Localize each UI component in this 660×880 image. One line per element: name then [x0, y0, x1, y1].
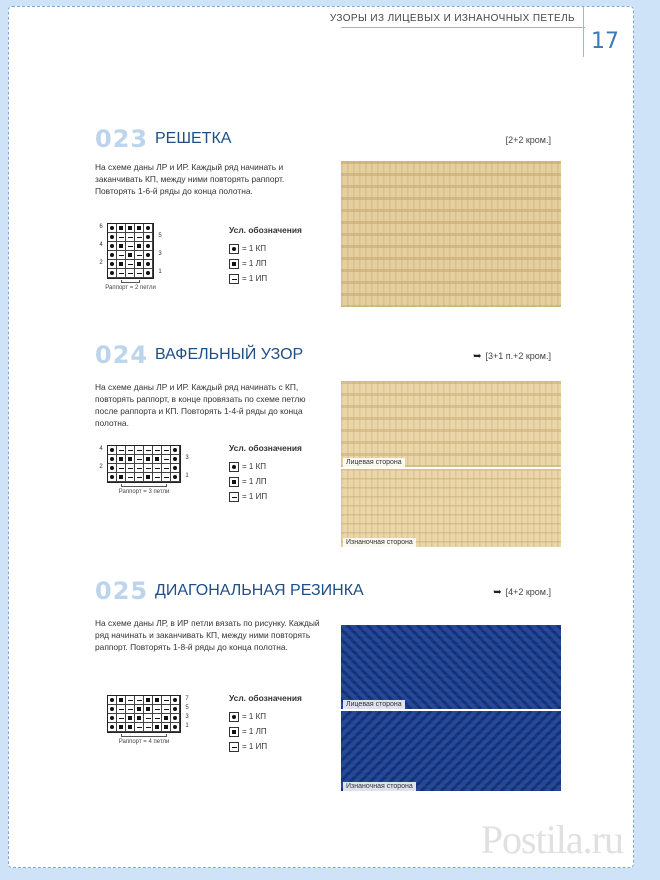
pattern-description: На схеме даны ЛР и ИР. Каждый ряд начинать и заканчивать КП, между ними повторять раппорт. Повторять 1-6-й ряды до конца полотна.	[95, 162, 285, 196]
chart-cell	[117, 705, 126, 714]
row-number-left: 4	[99, 446, 103, 452]
rapport-label: Раппорт = 2 петли	[105, 285, 156, 291]
chart-cell	[126, 251, 135, 260]
chart-cell	[117, 269, 126, 278]
chart-cell	[117, 242, 126, 251]
chart-cell	[171, 723, 180, 732]
chart-cell	[135, 224, 144, 233]
chart-cell	[117, 233, 126, 242]
chart-cell	[162, 723, 171, 732]
row-number-right: 3	[158, 251, 162, 257]
legend-title: Усл. обозначения	[229, 225, 302, 235]
chart-cell	[126, 473, 135, 482]
legend-text: = 1 ЛП	[242, 477, 267, 486]
row-number-left: 2	[99, 260, 103, 266]
chart-cell	[108, 260, 117, 269]
chart-cell	[144, 269, 153, 278]
legend-item	[229, 489, 302, 504]
pattern-description: На схеме даны ЛР и ИР. Каждый ряд начинать с КП, повторять раппорт, в конце провязать по схеме петлю после раппорта и КП. Повторять 1-4-й ряды до конца полотна.	[95, 382, 306, 428]
chart-cell	[135, 455, 144, 464]
photo-caption-front: Лицевая сторона	[343, 458, 405, 467]
legend-text: = 1 ЛП	[242, 727, 267, 736]
chart-cell	[162, 464, 171, 473]
pattern-section-024	[95, 341, 551, 547]
watermark-logo	[481, 816, 623, 863]
page-number: 17	[591, 29, 619, 54]
chart-cell	[117, 455, 126, 464]
legend-symbol	[229, 244, 239, 254]
chart-cell	[144, 473, 153, 482]
chart-cell	[117, 251, 126, 260]
chart-cell	[108, 242, 117, 251]
chart-cell	[117, 224, 126, 233]
book-page	[8, 6, 634, 868]
pattern-number: 024	[95, 341, 149, 369]
pattern-number: 023	[95, 125, 149, 153]
chart-cell	[126, 696, 135, 705]
legend-item	[229, 724, 302, 739]
photo-caption-back: Изнаночная сторона	[343, 538, 416, 547]
rapport-label: Раппорт = 4 петли	[118, 739, 170, 745]
legend-text: = 1 ИП	[242, 492, 268, 501]
chart-cell	[171, 455, 180, 464]
chart-cell	[117, 464, 126, 473]
chart-cell	[117, 723, 126, 732]
chart-cell	[153, 705, 162, 714]
chart-cell	[135, 251, 144, 260]
chart-cell	[153, 473, 162, 482]
legend-item	[229, 739, 302, 754]
chart-cell	[153, 714, 162, 723]
rapport-bracket	[121, 280, 140, 283]
chart-cell	[171, 473, 180, 482]
chart-cell	[126, 714, 135, 723]
chart-cell	[144, 233, 153, 242]
chart-cell	[126, 723, 135, 732]
legend-text: = 1 ИП	[242, 274, 268, 283]
chart-cell	[135, 696, 144, 705]
photo-caption-back: Изнаночная сторона	[343, 782, 416, 791]
chart-cell	[135, 242, 144, 251]
row-number-right: 5	[185, 705, 189, 711]
row-number-right: 3	[185, 714, 189, 720]
chart-cell	[126, 233, 135, 242]
legend-symbol	[229, 259, 239, 269]
chart-cell	[126, 705, 135, 714]
chart-grid	[107, 445, 181, 483]
chart-cell	[126, 464, 135, 473]
legend	[229, 443, 302, 504]
legend-symbol	[229, 742, 239, 752]
knit-texture-front	[341, 381, 561, 467]
legend-item	[229, 709, 302, 724]
photo-caption-front: Лицевая сторона	[343, 700, 405, 709]
legend	[229, 693, 302, 754]
chart-cell	[144, 464, 153, 473]
chart-cell	[162, 714, 171, 723]
chart-cell	[171, 446, 180, 455]
running-header: УЗОРЫ ИЗ ЛИЦЕВЫХ И ИЗНАНОЧНЫХ ПЕТЕЛЬ	[329, 13, 575, 24]
chart-cell	[144, 696, 153, 705]
chart-cell	[108, 251, 117, 260]
row-number-right: 3	[185, 455, 189, 461]
edge-stitches-text: [2+2 кром.]	[505, 135, 551, 145]
chart-cell	[117, 714, 126, 723]
chart-cell	[126, 260, 135, 269]
chart-cell	[144, 723, 153, 732]
edge-stitches-text: [4+2 кром.]	[505, 587, 551, 597]
legend-symbol	[229, 274, 239, 284]
chart-cell	[108, 464, 117, 473]
chart-cell	[144, 446, 153, 455]
legend-text: = 1 ИП	[242, 742, 268, 751]
pattern-title: РЕШЕТКА	[155, 130, 232, 147]
legend-text: = 1 КП	[242, 244, 266, 253]
chart-cell	[126, 446, 135, 455]
rapport-bracket	[121, 484, 167, 487]
chart-cell	[144, 705, 153, 714]
chart-cell	[126, 455, 135, 464]
legend-item	[229, 474, 302, 489]
chart-cell	[117, 446, 126, 455]
chart-cell	[153, 464, 162, 473]
edge-stitches	[493, 587, 551, 598]
chart-cell	[171, 714, 180, 723]
chart-cell	[108, 224, 117, 233]
header-rule	[341, 27, 585, 28]
pattern-title: ВАФЕЛЬНЫЙ УЗОР	[155, 346, 304, 363]
chart-cell	[135, 446, 144, 455]
pattern-description: На схеме даны ЛР, в ИР петли вязать по рисунку. Каждый ряд начинать и заканчивать КП, между ними повторять раппорт. Повторять 1-8-й ряды до конца полотна.	[95, 618, 320, 652]
chart-cell	[117, 473, 126, 482]
chart-cell	[108, 455, 117, 464]
chart-cell	[108, 696, 117, 705]
chart-cell	[144, 251, 153, 260]
chart-cell	[144, 714, 153, 723]
knit-texture-back	[341, 469, 561, 547]
chart-cell	[108, 723, 117, 732]
legend-symbol	[229, 492, 239, 502]
chart-cell	[135, 464, 144, 473]
chart-cell	[171, 705, 180, 714]
knit-photo-back	[341, 469, 561, 547]
legend-symbol	[229, 727, 239, 737]
legend-symbol	[229, 477, 239, 487]
section-header	[95, 577, 551, 607]
chart-cell	[153, 446, 162, 455]
chart-cell	[135, 260, 144, 269]
chart-cell	[126, 242, 135, 251]
chart-cell	[162, 705, 171, 714]
chart-cell	[162, 473, 171, 482]
chart-cell	[135, 473, 144, 482]
legend-item	[229, 256, 302, 271]
row-number-right: 1	[185, 723, 189, 729]
pattern-section-023	[95, 125, 551, 311]
chart-cell	[135, 233, 144, 242]
chart-cell	[144, 260, 153, 269]
arrow-right-icon: ➥	[493, 587, 502, 598]
edge-stitches-text: [3+1 п.+2 кром.]	[485, 351, 551, 361]
legend-text: = 1 ЛП	[242, 259, 267, 268]
knit-photo-front	[341, 625, 561, 709]
chart-cell	[108, 233, 117, 242]
legend-title: Усл. обозначения	[229, 693, 302, 703]
legend-text: = 1 КП	[242, 712, 266, 721]
edge-stitches	[506, 135, 551, 145]
chart-cell	[162, 455, 171, 464]
row-number-right: 5	[158, 233, 162, 239]
legend-symbol	[229, 712, 239, 722]
knit-photo	[341, 161, 561, 307]
chart-cell	[153, 455, 162, 464]
chart-grid	[107, 223, 154, 279]
pattern-title: ДИАГОНАЛЬНАЯ РЕЗИНКА	[155, 582, 364, 599]
chart-cell	[135, 723, 144, 732]
rapport-bracket	[121, 734, 167, 737]
chart-cell	[135, 714, 144, 723]
chart-cell	[108, 714, 117, 723]
watermark-text: Postila.ru	[480, 817, 623, 862]
chart-cell	[162, 696, 171, 705]
knit-photo-back	[341, 711, 561, 791]
chart-cell	[108, 705, 117, 714]
chart-cell	[144, 224, 153, 233]
chart-cell	[144, 242, 153, 251]
chart-cell	[135, 705, 144, 714]
pattern-section-025	[95, 577, 551, 790]
row-number-left: 4	[99, 242, 103, 248]
arrow-right-icon: ➥	[473, 351, 482, 362]
chart-cell	[108, 446, 117, 455]
chart-cell	[153, 723, 162, 732]
rapport-label: Раппорт = 3 петли	[118, 489, 170, 495]
row-number-left: 6	[99, 224, 103, 230]
legend-item	[229, 241, 302, 256]
legend-title: Усл. обозначения	[229, 443, 302, 453]
chart-cell	[153, 696, 162, 705]
legend	[229, 225, 302, 286]
chart-cell	[108, 269, 117, 278]
chart-cell	[126, 269, 135, 278]
chart-cell	[144, 455, 153, 464]
section-header	[95, 125, 551, 155]
row-number-right: 1	[158, 269, 162, 275]
section-header	[95, 341, 551, 371]
row-number-right: 7	[185, 696, 189, 702]
chart-cell	[162, 446, 171, 455]
chart-cell	[135, 269, 144, 278]
pattern-number: 025	[95, 577, 149, 605]
chart-grid	[107, 695, 181, 733]
legend-text: = 1 КП	[242, 462, 266, 471]
edge-stitches	[473, 351, 551, 362]
legend-symbol	[229, 462, 239, 472]
chart-cell	[171, 696, 180, 705]
chart-cell	[108, 473, 117, 482]
legend-item	[229, 459, 302, 474]
chart-cell	[117, 260, 126, 269]
knit-texture-back	[341, 711, 561, 791]
legend-item	[229, 271, 302, 286]
knit-texture-front	[341, 625, 561, 709]
row-number-left: 2	[99, 464, 103, 470]
chart-cell	[171, 464, 180, 473]
chart-cell	[117, 696, 126, 705]
knit-photo-front	[341, 381, 561, 467]
row-number-right: 1	[185, 473, 189, 479]
chart-cell	[126, 224, 135, 233]
